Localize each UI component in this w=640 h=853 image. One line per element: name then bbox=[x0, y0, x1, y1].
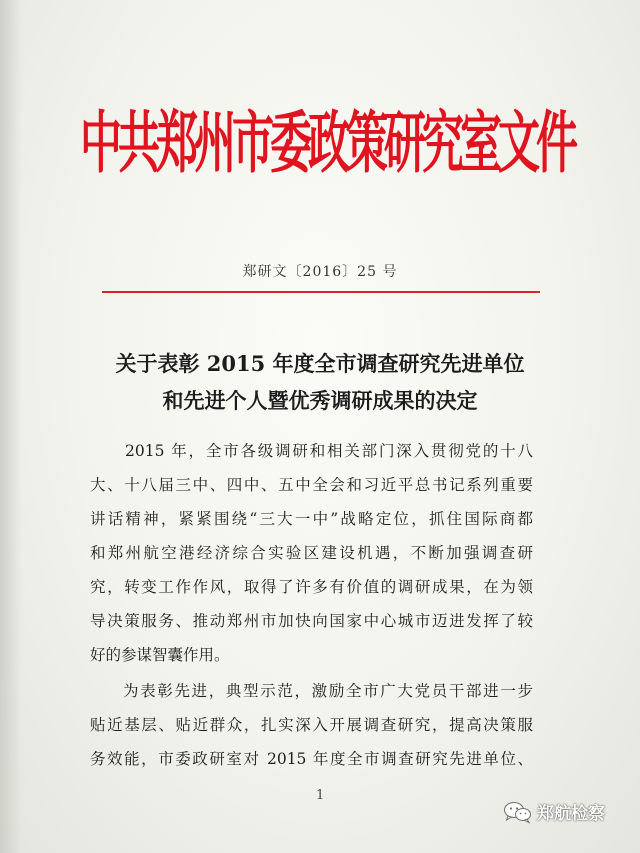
subject-title-line-2: 和先进个人暨优秀调研成果的决定 bbox=[162, 388, 478, 413]
watermark-label: 郑航检察 bbox=[537, 804, 605, 824]
red-divider-line bbox=[102, 291, 540, 293]
paragraph-2-line: 务效能，市委政研室对 2015 年度全市调查研究先进单位、 bbox=[90, 750, 533, 768]
paragraph-1-line: 究，转变工作作风，取得了许多有价值的调研成果，在为领 bbox=[90, 578, 533, 596]
paragraph-1-line: 大、十八届三中、四中、五中全会和习近平总书记系列重要 bbox=[90, 476, 533, 494]
wechat-icon bbox=[503, 800, 533, 824]
wechat-watermark bbox=[503, 799, 605, 824]
paragraph-1-line: 导决策服务、推动郑州市加快向国家中心城市迈进发挥了较 bbox=[90, 612, 533, 630]
paragraph-1-line: 好的参谋智囊作用。 bbox=[90, 646, 230, 664]
paragraph-2-line: 贴近基层、贴近群众，扎实深入开展调查研究，提高决策服 bbox=[90, 716, 533, 734]
paragraph-1-line: 讲话精神，紧紧围绕“三大一中”战略定位，抓住国际商都 bbox=[90, 510, 533, 528]
subject-title-line-1: 关于表彰 2015 年度全市调查研究先进单位 bbox=[115, 351, 525, 376]
document-number: 郑研文〔2016〕25 号 bbox=[242, 264, 398, 280]
document-header-title: 中共郑州市委政策研究室文件 bbox=[80, 103, 575, 182]
page-number: 1 bbox=[316, 788, 325, 803]
paragraph-1-line: 2015 年，全市各级调研和相关部门深入贯彻党的十八 bbox=[125, 442, 533, 460]
page-edge-shadow bbox=[0, 0, 22, 853]
paragraph-2-line: 为表彰先进，典型示范，激励全市广大党员干部进一步 bbox=[123, 682, 533, 700]
paragraph-1-line: 和郑州航空港经济综合实验区建设机遇，不断加强调查研 bbox=[90, 544, 533, 562]
